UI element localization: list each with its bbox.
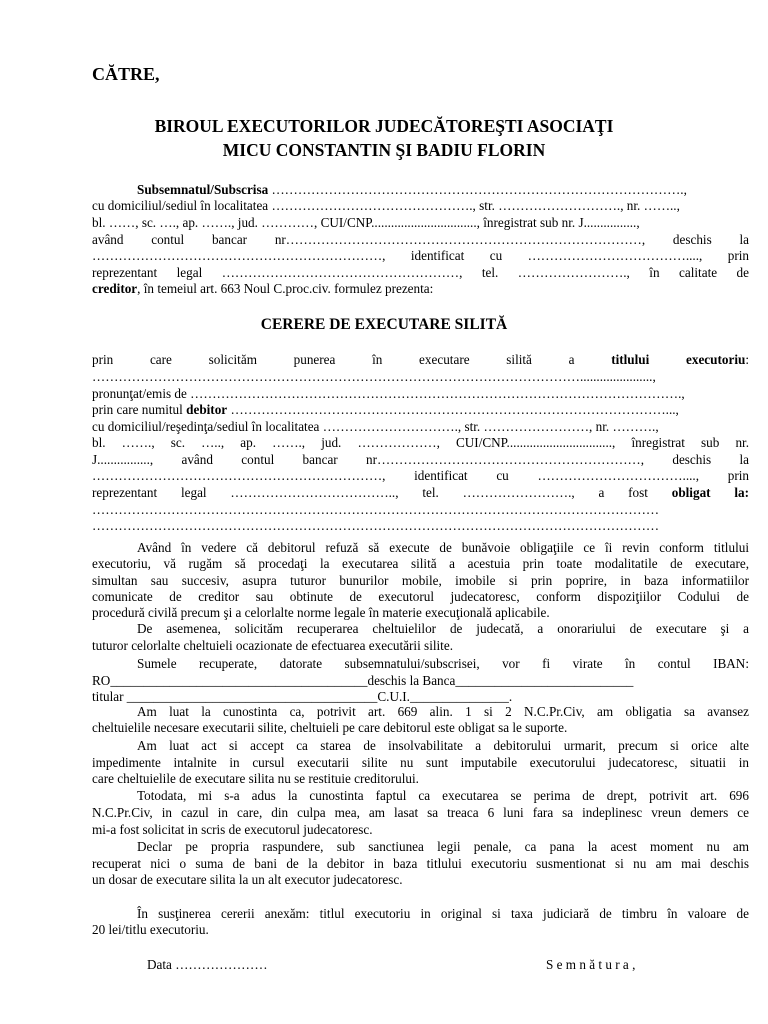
paragraph-line: care cheltuielile de executare silita nu se restituie creditorului. (92, 771, 419, 786)
applicant-label: Subsemnatul/Subscrisa (137, 182, 269, 197)
paragraph-line: procedură civilă precum şi a celorlalte norme legale în materie execuţională aplicabile. (92, 605, 550, 620)
paragraph-line: Totodata, mi s-a adus la cunostinta faptul ca executarea se perima de drept, potrivit art. 696 (137, 788, 749, 803)
debtor-id-line: …………………………………………………………, identificat cu ……………………………...., prin (92, 468, 749, 483)
paragraph-line: un dosar de executare silita la un alt executor judecatoresc. (92, 872, 403, 887)
signature-label: S e m n ă t u r a , (546, 957, 636, 972)
obligation-blank-1: ………………………………………………………………………………………………………………… (92, 502, 660, 517)
paragraph-line: În susţinerea cererii anexăm: titlul executoriu in original si taxa judiciară de timbru în valoare de (137, 906, 749, 921)
issuer-line: pronunţat/emis de …………………………………………………………………………………………………., (92, 386, 685, 401)
applicant-details-line: bl. ……, sc. …., ap. ……., jud. …………, CUI/CNP................................, înregistrat sub nr. J................, (92, 215, 640, 230)
organization-name-line2: MICU CONSTANTIN ŞI BADIU FLORIN (222, 140, 546, 160)
applicant-legal-basis-line: creditor, în temeiul art. 663 Noul C.proc.civ. formulez prezenta: (92, 281, 434, 296)
applicant-id-line: …………………………………………………………, identificat cu ………………………………...., prin (92, 248, 749, 263)
paragraph-line: Am luat act si accept ca starea de insolvabilitate a debitorului urmarit, precum si orice alte (137, 738, 749, 753)
applicant-representative-line: reprezentant legal ………………………………………………, tel. ……………………., în calitate de (92, 265, 749, 280)
paragraph-line: executoriu, vă rugăm să procedaţi la executarea silită a acestuia prin toate modalitatile de executare, (92, 556, 749, 571)
creditor-label: creditor (92, 281, 138, 296)
paragraph-line: Având în vedere că debitorul refuză să execute de bunăvoie obligaţiile ce îi revin conform titlului (137, 540, 749, 555)
debtor-representative-line: reprezentant legal ……………………………….., tel. ……………………., a fost obligat la: (92, 485, 749, 500)
paragraph-line: De asemenea, solicităm recuperarea cheltuielilor de judecată, a onorariului de executare şi a (137, 621, 749, 636)
applicant-address-line: cu domiciliul/sediul în localitatea ………………………………………., str. ………………………., nr. …….., (92, 198, 680, 213)
paragraph-line: N.C.Pr.Civ, in cazul in care, din culpa mea, am lasat sa treaca 6 luni fara sa indeplinesc vreun demers ce (92, 805, 749, 820)
addressee-label: CĂTRE, (92, 64, 160, 84)
applicant-name-blank: …………………………………………………………………………………., (268, 182, 687, 197)
debtor-details-line: bl. ……., sc. ….., ap. ……., jud. ………………, CUI/CNP................................, înregistrat sub nr. (92, 435, 749, 450)
debtor-bank-line: J................, având contul bancar nr……………………………………………………, deschis la (92, 452, 749, 467)
paragraph-line: mi-a fost solicitat in scris de executorul judecatoresc. (92, 822, 373, 837)
paragraph-line: 20 lei/titlu executoriu. (92, 922, 209, 937)
enforcement-title-line: prin care solicităm punerea în executare silită a titlului executoriu: (92, 352, 749, 367)
debtor-label: debitor (186, 402, 228, 417)
obligation-blank-2: ………………………………………………………………………………………………………………… (92, 518, 660, 533)
paragraph-line: Declar pe propria raspundere, sub sanctiunea legii penale, ca pana la acest moment nu am (137, 839, 749, 854)
account-holder-line: titular ______________________________________C.U.I._______________. (92, 689, 513, 704)
organization-name-line1: BIROUL EXECUTORILOR JUDECĂTOREŞTI ASOCIAŢI (154, 116, 614, 136)
obligation-label: obligat la: (671, 485, 749, 500)
paragraph-line: Am luat la cunostinta ca, potrivit art. 669 alin. 1 si 2 N.C.Pr.Civ, am obligatia sa avansez (137, 704, 749, 719)
paragraph-line: simultan sau succesiv, asupra tuturor bunurilor mobile, imobile si prin poprire, in baza informatiilor (92, 573, 749, 588)
enforcement-title-label: titlului executoriu (611, 352, 746, 367)
document-title: CERERE DE EXECUTARE SILITĂ (260, 316, 508, 333)
paragraph-line: comunicate de creditor sau obtinute de executorul judecatoresc, conform dispoziţiilor Codului de (92, 589, 749, 604)
paragraph-line: Sumele recuperate, datorate subsemnatului/subscrisei, vor fi virate în contul IBAN: (137, 656, 749, 671)
applicant-bank-line: având contul bancar nr………………………………………………………………………, deschis la (92, 232, 749, 247)
applicant-line (92, 182, 749, 197)
debtor-line: prin care numitul debitor ………………………………………………………………………………………..., (92, 402, 679, 417)
iban-bank-line: RO_______________________________________deschis la Banca___________________________ (92, 673, 634, 688)
paragraph-line: recuperat nici o suma de bani de la debitor in baza titlului executoriu susmentionat si nu am mai deschis (92, 856, 749, 871)
paragraph-line: cheltuielile necesare executarii silite, cheltuieli pe care debitorul este obligat sa le suporte. (92, 720, 568, 735)
debtor-address-line: cu domiciliul/reşedinţa/sediul în localitatea …………………………., str. ……………………, nr. ………., (92, 419, 659, 434)
date-label: Data ………………… (147, 957, 268, 972)
paragraph-line: impedimente intalnite in cursul executarii silite nu sunt imputabile executorului judecatoresc, situatii in (92, 755, 749, 770)
enforcement-title-blank: …………………………………………………………………………………………………......................, (92, 369, 656, 384)
paragraph-line: tuturor celorlalte cheltuieli ocazionate de efectuarea executării silite. (92, 638, 453, 653)
